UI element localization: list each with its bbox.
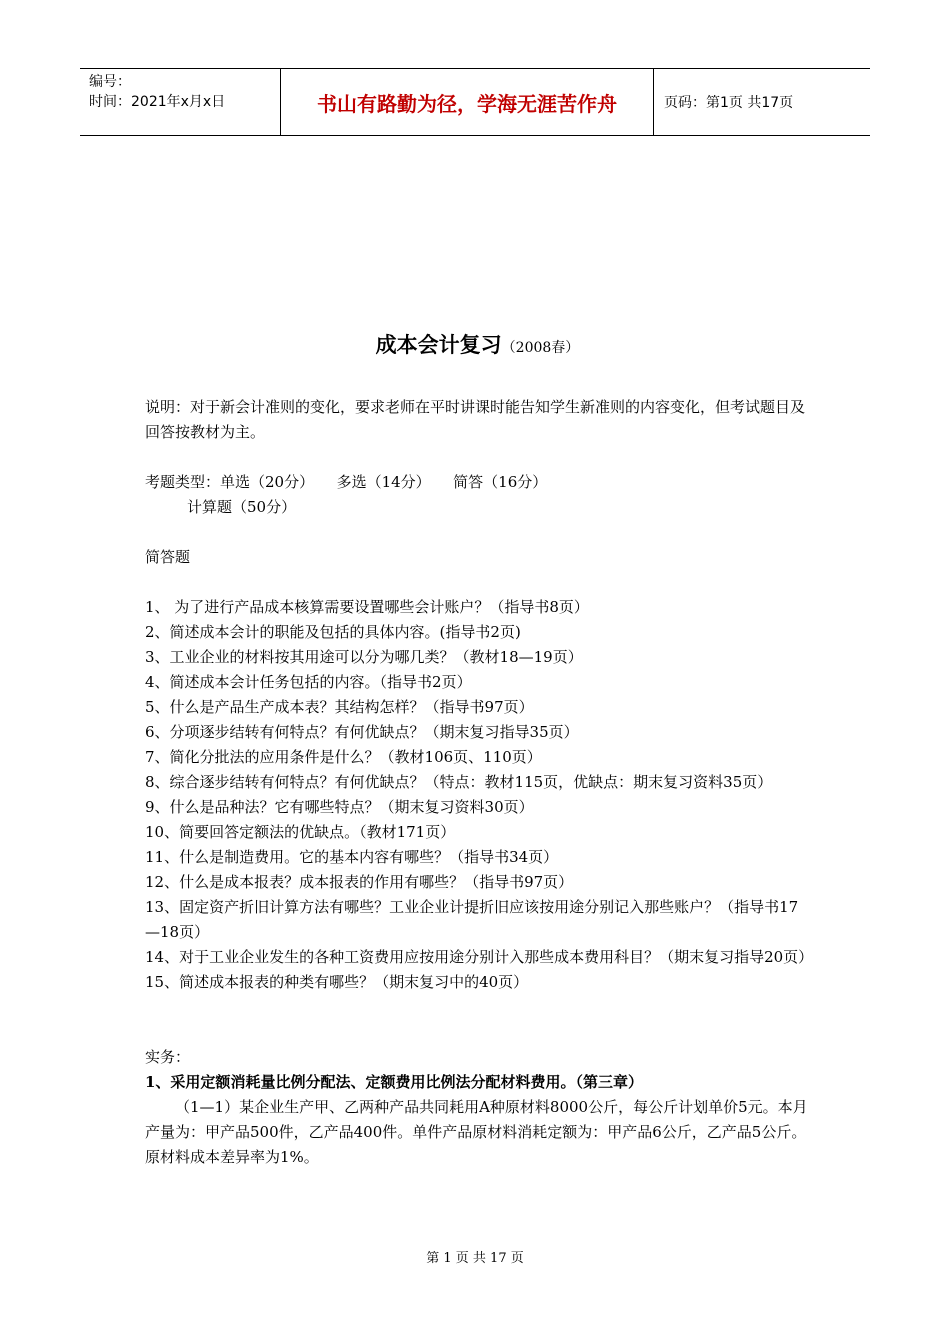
exam-types-line2: 计算题（50分）: [187, 498, 297, 516]
list-item: 4、简述成本会计任务包括的内容。（指导书2页）: [145, 673, 472, 691]
list-item: 8、综合逐步结转有何特点？有何优缺点？（特点：教材115页，优缺点：期末复习资料35页）: [145, 773, 773, 791]
list-item: 15、简述成本报表的种类有哪些？（期末复习中的40页）: [145, 973, 529, 991]
list-item: 11、什么是制造费用。它的基本内容有哪些？（指导书34页）: [145, 848, 559, 866]
list-item: 14、对于工业企业发生的各种工资费用应按用途分别计入那些成本费用科目？（期末复习指导20页）: [145, 948, 814, 966]
practice-paragraph: （1—1）某企业生产甲、乙两种产品共同耗用A种原材料8000公斤，每公斤计划单价5元。本月产量为：甲产品500件，乙产品400件。单件产品原材料消耗定额为：甲产品6公斤，乙产品5公斤。原材料成本差异率为1%。: [145, 1098, 808, 1166]
title-text: 成本会计复习: [375, 332, 502, 357]
list-item: 7、简化分批法的应用条件是什么？（教材106页、110页）: [145, 748, 542, 766]
list-item: 10、简要回答定额法的优缺点。（教材171页）: [145, 823, 456, 841]
section-practice: 实务：: [145, 1048, 191, 1066]
header-left: [80, 69, 281, 135]
exam-types-line1: 考题类型：单选（20分） 多选（14分） 简答（16分）: [145, 473, 548, 491]
list-item: 3、工业企业的材料按其用途可以分为哪几类？（教材18—19页）: [145, 648, 583, 666]
question-list: [145, 595, 814, 995]
list-item: 1、 为了进行产品成本核算需要设置哪些会计账户？（指导书8页）: [145, 598, 589, 616]
title-note: （2008春）: [501, 340, 580, 356]
list-item: 6、分项逐步结转有何特点？有何优缺点？（期末复习指导35页）: [145, 723, 579, 741]
page-header: [80, 68, 870, 136]
list-item: 5、什么是产品生产成本表？其结构怎样？（指导书97页）: [145, 698, 534, 716]
list-item: 2、简述成本会计的职能及包括的具体内容。(指导书2页): [145, 623, 521, 641]
document-title: [145, 330, 810, 363]
date-label: 时间：2021年x月x日: [89, 94, 226, 110]
practice-heading: 1、采用定额消耗量比例分配法、定额费用比例法分配材料费用。（第三章）: [145, 1073, 643, 1091]
list-item: 9、什么是品种法？它有哪些特点？（期末复习资料30页）: [145, 798, 534, 816]
list-item: 13、固定资产折旧计算方法有哪些？工业企业计提折旧应该按用途分别记入那些账户？（指导书17—18页）: [145, 898, 799, 941]
code-label: 编号：: [89, 74, 131, 90]
note-paragraph: 说明：对于新会计准则的变化，要求老师在平时讲课时能告知学生新准则的内容变化，但考试题目及回答按教材为主。: [145, 398, 806, 441]
header-page-label: 页码：第1页 共17页: [664, 95, 794, 111]
document-body: [145, 330, 814, 1170]
section-short-answer: 简答题: [145, 548, 191, 566]
page-footer: 第 1 页 共 17 页: [426, 1251, 524, 1266]
header-motto: 书山有路勤为径，学海无涯苦作舟: [281, 69, 654, 135]
list-item: 12、什么是成本报表？成本报表的作用有哪些？（指导书97页）: [145, 873, 574, 891]
